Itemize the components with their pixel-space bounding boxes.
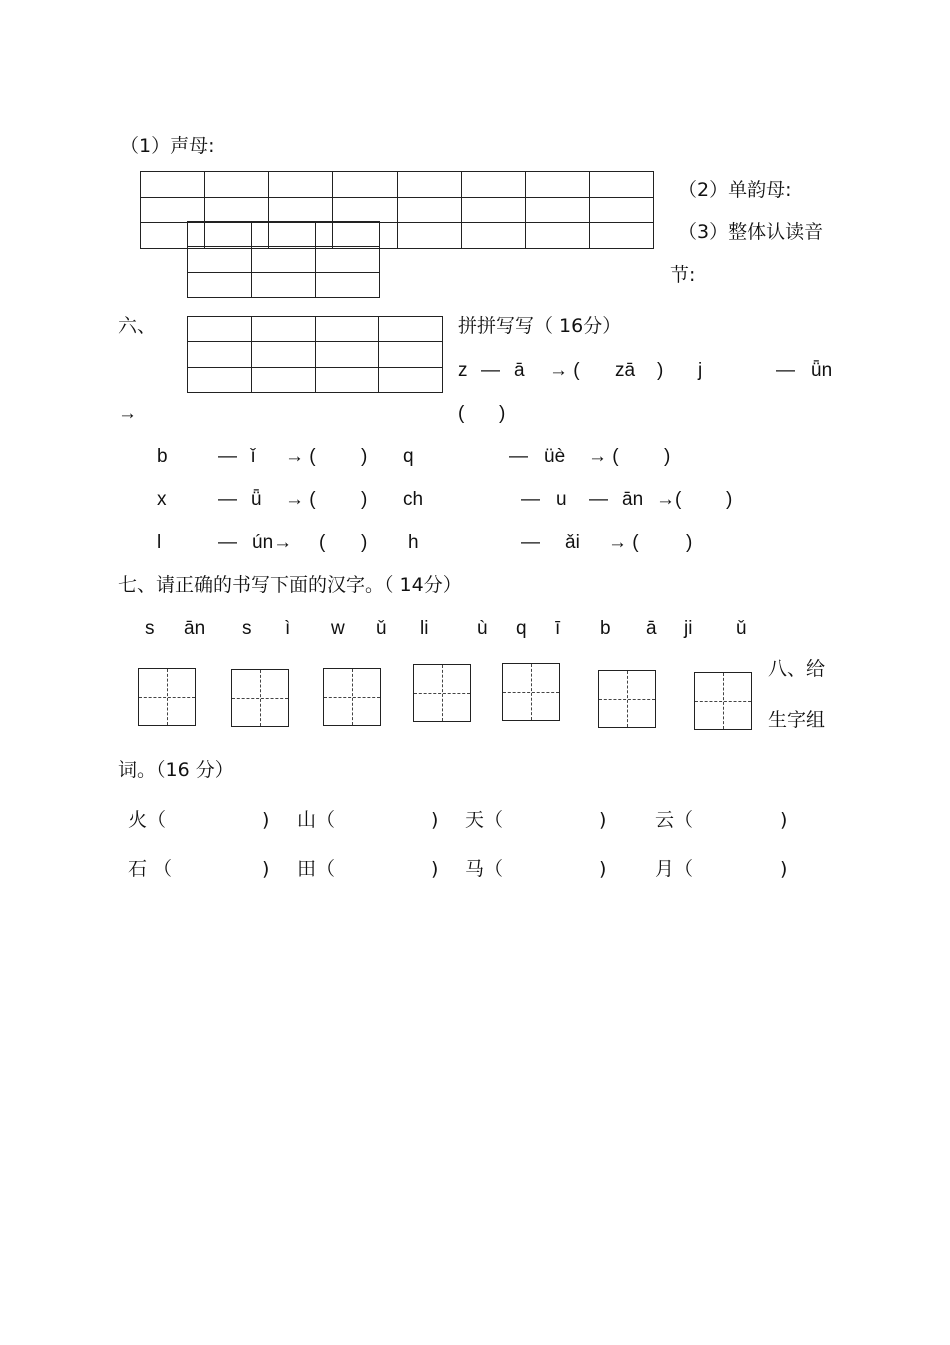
word-char: 田（ — [297, 858, 336, 880]
pinyin-token: →( — [656, 489, 682, 510]
pinyin-token: ( — [458, 403, 465, 424]
word-char: 天（ — [465, 809, 504, 831]
pinyin-syllable: ī — [555, 618, 561, 639]
pinyin-syllable: ǔ — [736, 618, 747, 639]
grid-cell[interactable] — [316, 247, 380, 272]
tianzige-box[interactable] — [694, 672, 752, 730]
pinyin-token: ǖ — [251, 489, 262, 510]
grid-cell[interactable] — [251, 317, 315, 342]
grid-cell[interactable] — [252, 222, 316, 247]
grid-cell[interactable] — [251, 367, 315, 392]
pinyin-syllable: ì — [285, 618, 291, 639]
grid-cell[interactable] — [397, 197, 461, 223]
grid-cell[interactable] — [525, 172, 589, 198]
pinyin-token: ch — [403, 489, 424, 510]
section-8-title-1: 八、给 — [768, 658, 826, 680]
close-paren: ) — [780, 809, 788, 831]
grid-cell[interactable] — [188, 222, 252, 247]
section-8-title-2: 生字组 — [768, 709, 826, 731]
pinyin-syllable: ā — [646, 618, 657, 639]
pinyin-token: u — [556, 489, 567, 510]
pinyin-token: → ( — [588, 446, 619, 467]
grid-cell[interactable] — [397, 223, 461, 249]
tianzige-box[interactable] — [598, 670, 656, 728]
pinyin-token: — — [218, 446, 237, 467]
grid-cell[interactable] — [461, 223, 525, 249]
pinyin-syllable: s — [145, 618, 155, 639]
pinyin-token: ún→ — [252, 532, 293, 553]
grid-cell[interactable] — [589, 197, 653, 223]
grid-cell[interactable] — [461, 172, 525, 198]
grid-cell[interactable] — [269, 197, 333, 223]
word-char: 月（ — [655, 858, 694, 880]
grid-danyunmu — [187, 221, 380, 298]
grid-cell[interactable] — [589, 172, 653, 198]
pinyin-token: ān — [622, 489, 644, 510]
pinyin-syllable: ji — [684, 618, 693, 639]
grid-cell[interactable] — [379, 342, 443, 367]
grid-cell[interactable] — [315, 317, 379, 342]
q1-label: （1）声母: — [120, 135, 215, 157]
pinyin-token: — — [218, 489, 237, 510]
grid-cell[interactable] — [269, 172, 333, 198]
pinyin-token: b — [157, 446, 168, 467]
pinyin-token: — — [218, 532, 237, 553]
pinyin-syllable: li — [420, 618, 429, 639]
pinyin-token: → ( — [608, 532, 639, 553]
close-paren: ) — [431, 858, 439, 880]
grid-cell[interactable] — [188, 317, 252, 342]
q3-label: （3）整体认读音 — [678, 221, 824, 243]
pinyin-token: — — [509, 446, 528, 467]
grid-cell[interactable] — [252, 247, 316, 272]
grid-cell[interactable] — [315, 342, 379, 367]
grid-cell[interactable] — [188, 272, 252, 297]
pinyin-syllable: ǔ — [376, 618, 387, 639]
arrow-wrap: → — [118, 403, 137, 424]
pinyin-token: — — [521, 489, 540, 510]
grid-cell[interactable] — [525, 223, 589, 249]
pinyin-token: ǖn — [811, 360, 833, 381]
tianzige-box[interactable] — [323, 668, 381, 726]
pinyin-token: → ( — [285, 489, 316, 510]
grid-cell[interactable] — [251, 342, 315, 367]
section-6-title: 拼拼写写（ 16分） — [458, 315, 622, 337]
grid-cell[interactable] — [141, 172, 205, 198]
pinyin-token: — — [481, 360, 500, 381]
grid-cell[interactable] — [379, 367, 443, 392]
pinyin-token: ) — [686, 532, 693, 553]
q2-label: （2）单韵母: — [678, 179, 792, 201]
word-char: 石 （ — [128, 858, 173, 880]
pinyin-token: ) — [664, 446, 671, 467]
grid-cell[interactable] — [205, 197, 269, 223]
tianzige-box[interactable] — [138, 668, 196, 726]
pinyin-token: x — [157, 489, 167, 510]
pinyin-token: ǎi — [565, 532, 580, 553]
pinyin-token: üè — [544, 446, 566, 467]
q3-label-cont: 节: — [670, 264, 696, 286]
pinyin-syllable: s — [242, 618, 252, 639]
close-paren: ) — [599, 858, 607, 880]
close-paren: ) — [599, 809, 607, 831]
tianzige-box[interactable] — [413, 664, 471, 722]
pinyin-token: q — [403, 446, 414, 467]
grid-cell[interactable] — [316, 272, 380, 297]
pinyin-token: ) — [499, 403, 506, 424]
grid-cell[interactable] — [141, 197, 205, 223]
close-paren: ) — [431, 809, 439, 831]
grid-cell[interactable] — [589, 223, 653, 249]
pinyin-token: ) — [361, 532, 368, 553]
pinyin-syllable: ù — [477, 618, 488, 639]
grid-cell[interactable] — [188, 247, 252, 272]
word-char: 马（ — [465, 858, 504, 880]
pinyin-token: ( — [319, 532, 326, 553]
section-8-title-3: 词。（16 分） — [118, 759, 234, 781]
grid-cell[interactable] — [379, 317, 443, 342]
word-char: 山（ — [297, 809, 336, 831]
tianzige-box[interactable] — [231, 669, 289, 727]
pinyin-token: ) — [726, 489, 733, 510]
grid-cell[interactable] — [188, 367, 252, 392]
grid-cell[interactable] — [205, 172, 269, 198]
pinyin-syllable: ān — [184, 618, 206, 639]
grid-cell[interactable] — [461, 197, 525, 223]
pinyin-syllable: w — [331, 618, 345, 639]
pinyin-token: h — [408, 532, 419, 553]
close-paren: ) — [262, 858, 270, 880]
pinyin-answer[interactable]: zā — [615, 360, 636, 381]
pinyin-token: ) — [361, 446, 368, 467]
pinyin-token: ā — [514, 360, 525, 381]
tianzige-box[interactable] — [502, 663, 560, 721]
section-6-number: 六、 — [118, 315, 157, 337]
close-paren: ) — [780, 858, 788, 880]
grid-cell[interactable] — [397, 172, 461, 198]
grid-cell[interactable] — [252, 272, 316, 297]
word-char: 云（ — [655, 809, 694, 831]
grid-cell[interactable] — [333, 172, 397, 198]
pinyin-token: — — [521, 532, 540, 553]
pinyin-token: ) — [657, 360, 664, 381]
close-paren: ) — [262, 809, 270, 831]
pinyin-token: — — [589, 489, 608, 510]
pinyin-token: ) — [361, 489, 368, 510]
pinyin-token: → ( — [549, 360, 580, 381]
pinyin-token: ǐ — [251, 446, 256, 467]
word-char: 火（ — [128, 809, 167, 831]
pinyin-syllable: q — [516, 618, 527, 639]
grid-cell[interactable] — [315, 367, 379, 392]
grid-cell[interactable] — [188, 342, 252, 367]
pinyin-token: j — [698, 360, 703, 381]
grid-cell[interactable] — [333, 197, 397, 223]
grid-cell[interactable] — [525, 197, 589, 223]
pinyin-token: l — [157, 532, 162, 553]
pinyin-token: z — [458, 360, 468, 381]
pinyin-syllable: b — [600, 618, 611, 639]
section-7-title: 七、请正确的书写下面的汉字。（ 14分） — [118, 574, 462, 596]
grid-cell[interactable] — [316, 222, 380, 247]
pinyin-token: — — [776, 360, 795, 381]
grid-zhengti — [187, 316, 443, 393]
pinyin-token: → ( — [285, 446, 316, 467]
